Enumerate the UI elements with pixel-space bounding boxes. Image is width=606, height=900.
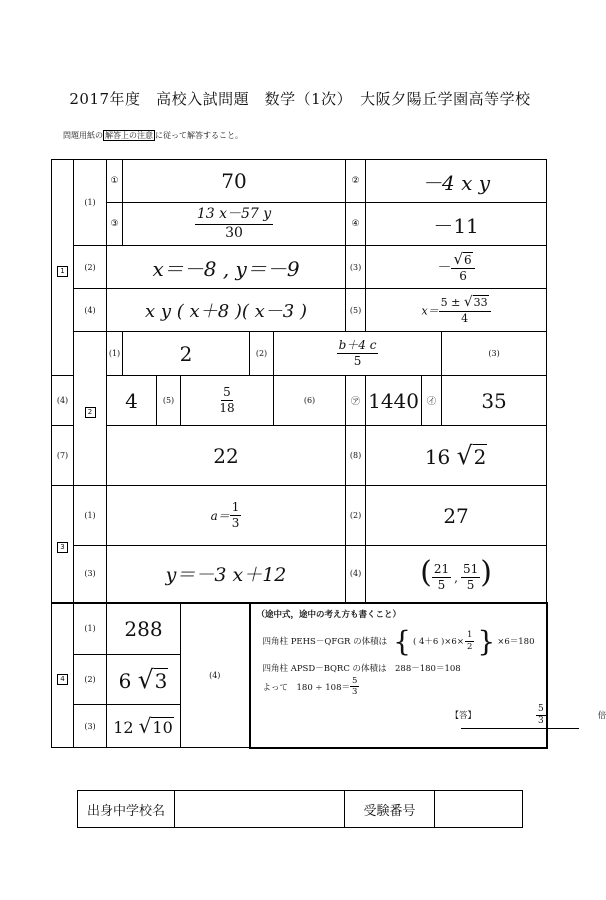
q2-p7-answer: 22 (107, 426, 346, 486)
q2-p8-answer: 16 √2 (366, 426, 547, 486)
q2-p6-a2: 35 (442, 376, 547, 426)
q2-p3-label: (3) (442, 332, 547, 376)
school-name-field[interactable] (175, 791, 345, 828)
q1-p3-answer: － $\frac{√6}{6}$ (366, 246, 547, 289)
q2-p6-a1: 1440 (366, 376, 422, 426)
q3-p3-label: (3) (74, 546, 107, 603)
q1-p2-answer: x＝－8 , y＝－9 (107, 246, 346, 289)
q2-p1-label: (1) (107, 332, 123, 376)
q1-p1-c3: ③ (107, 203, 123, 246)
q1-p1-a1: 70 (123, 160, 346, 203)
answer-label: 【答】 (450, 711, 477, 722)
exam-number-field[interactable] (435, 791, 523, 828)
q4-p4-work: （途中式，途中の考え方も書くこと） 四角柱 PEHS－QFGR の体積は { ( 4＋6 )×6× $\frac{1}{2}$ } ×6＝180 四角柱 APSD－BQRC の体積は 288－180＝108 よって 180 ÷ 108＝ 5 3 【答】 5 3 倍 (250, 603, 547, 748)
q4-number: 4 (52, 603, 74, 748)
q2-p2-label: (2) (250, 332, 274, 376)
q1-p3-label: (3) (346, 246, 366, 289)
q1-p5-answer: x＝ $\frac{5 \pm √33}{4}$ (366, 289, 547, 332)
q1-p1-c2: ② (346, 160, 366, 203)
q1-number: 1 (52, 160, 74, 376)
q1-p4-label: (4) (74, 289, 107, 332)
footer-table (77, 790, 523, 828)
q1-p1-a3: $\frac{13 x-57 y}{30}$ (123, 203, 346, 246)
q4-p2-answer: 6 √3 (107, 655, 181, 705)
q3-p3-answer: y＝－3 x＋12 (107, 546, 346, 603)
answer-table (51, 159, 606, 749)
q2-p6-c2: ㋑ (422, 376, 442, 426)
q3-p1-answer: a＝ $\frac{1}{3}$ (107, 486, 346, 546)
q2-p2-answer: $\frac{b+4 c}{5}$ (274, 332, 442, 376)
q4-p3-label: (3) (74, 705, 107, 748)
q3-p2-label: (2) (346, 486, 366, 546)
q4-p2-label: (2) (74, 655, 107, 705)
q2-p7-label: (7) (52, 426, 74, 486)
q2-p6-c1: ㋐ (346, 376, 366, 426)
q2-p5-label: (5) (157, 376, 181, 426)
q2-p5-answer: $\frac{5}{18}$ (181, 376, 274, 426)
q3-p2-answer: 27 (366, 486, 547, 546)
exam-number-label: 受験番号 (345, 791, 435, 828)
q1-p1-c1: ① (107, 160, 123, 203)
page-title: 2017年度 高校入試問題 数学（1次） 大阪夕陽丘学園高等学校 (69, 90, 531, 108)
q4-p3-answer: 12 √10 (107, 705, 181, 748)
q2-number: 2 (74, 332, 107, 486)
q3-number: 3 (52, 486, 74, 603)
q1-p5-label: (5) (346, 289, 366, 332)
q2-p4-answer: 4 (107, 376, 157, 426)
q3-p4-answer: ( $\frac{21}{5}$ , $\frac{51}{5}$ ) (366, 546, 547, 603)
q2-p1-answer: 2 (123, 332, 250, 376)
q1-p4-answer: x y ( x＋8 )( x－3 ) (107, 289, 346, 332)
q4-p1-answer: 288 (107, 603, 181, 655)
q2-p8-label: (8) (346, 426, 366, 486)
q3-p4-label: (4) (346, 546, 366, 603)
q1-p1-label: (1) (74, 160, 107, 246)
answer-underline (461, 728, 579, 729)
school-name-label: 出身中学校名 (78, 791, 175, 828)
q1-p1-c4: ④ (346, 203, 366, 246)
q4-p4-label: (4) (181, 603, 250, 748)
q2-p4-label: (4) (52, 376, 74, 426)
q1-p1-a2: －4 x y (366, 160, 547, 203)
q4-p1-label: (1) (74, 603, 107, 655)
instruction-note: 問題用紙の 解答上の注意 に従って解答すること。 (63, 131, 243, 140)
q3-p1-label: (1) (74, 486, 107, 546)
q2-p6-label: (6) (274, 376, 346, 426)
q1-p1-a4: －11 (366, 203, 547, 246)
q1-p2-label: (2) (74, 246, 107, 289)
